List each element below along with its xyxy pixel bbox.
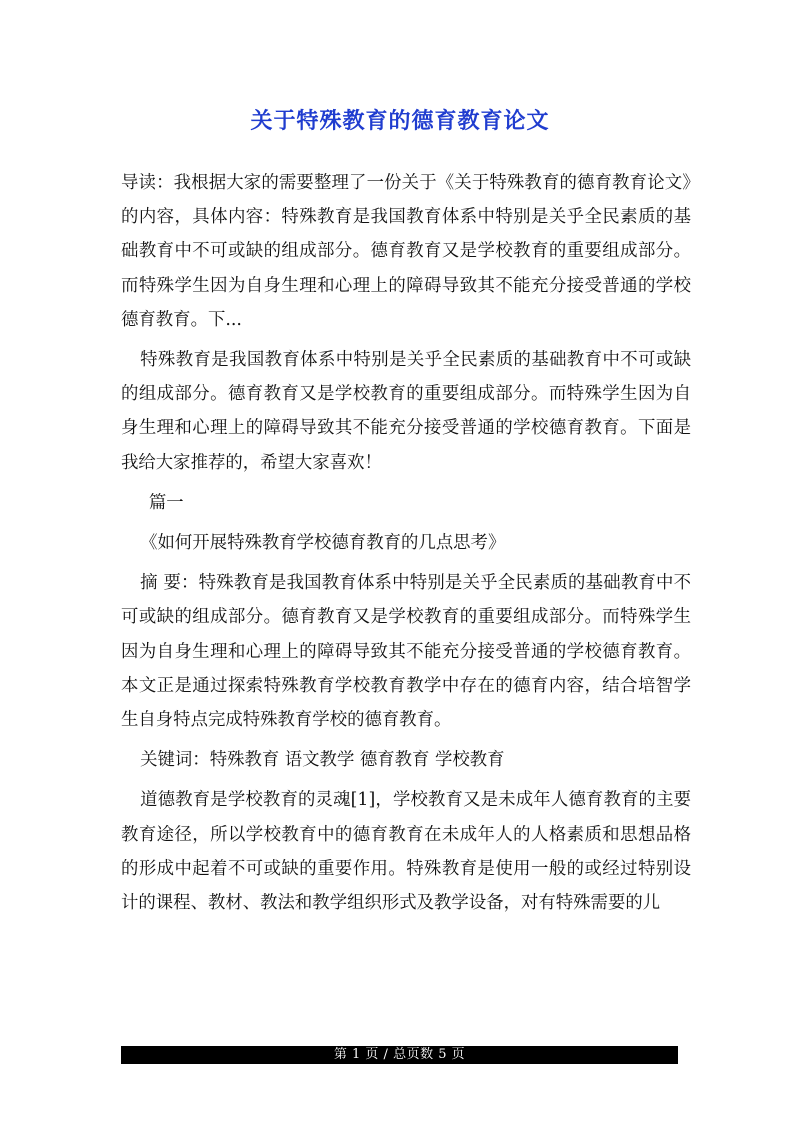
page-footer [121,1046,678,1064]
summary-paragraph: 特殊教育是我国教育体系中特别是关乎全民素质的基础教育中不可或缺的组成部分。德育教育又是学校教育的重要组成部分。而特殊学生因为自身生理和心理上的障碍导致其不能充分接受普通的学校德育教育。下面是我给大家推荐的，希望大家喜欢！ [121,350,691,473]
section-heading: 篇一 [148,492,184,513]
document-body [121,166,691,920]
abstract-paragraph: 摘 要：特殊教育是我国教育体系中特别是关乎全民素质的基础教育中不可或缺的组成部分。德育教育又是学校教育的重要组成部分。而特殊学生因为自身生理和心理上的障碍导致其不能充分接受普通的学校德育教育。本文正是通过探索特殊教育学校教育教学中存在的德育内容，结合培智学生自身特点完成特殊教育学校的德育教育。 [121,573,692,731]
page-number-label: 第 1 页 / 总页数 5 页 [333,1047,466,1062]
intro-paragraph: 导读：我根据大家的需要整理了一份关于《关于特殊教育的德育教育论文》的内容，具体内容：特殊教育是我国教育体系中特别是关乎全民素质的基础教育中不可或缺的组成部分。德育教育又是学校教育的重要组成部分。而特殊学生因为自身生理和心理上的障碍导致其不能充分接受普通的学校德育教育。下... [121,173,691,330]
body-paragraph: 道德教育是学校教育的灵魂[1]，学校教育又是未成年人德育教育的主要教育途径，所以学校教育中的德育教育在未成年人的人格素质和思想品格的形成中起着不可或缺的重要作用。特殊教育是使用一般的或经过特别设计的课程、教材、教法和教学组织形式及教学设备，对有特殊需要的儿 [121,790,691,914]
article-title: 《如何开展特殊教育学校德育教育的几点思考》 [140,533,506,554]
keywords-line: 关键词：特殊教育 语文教学 德育教育 学校教育 [140,750,505,771]
page-title: 关于特殊教育的德育教育论文 [250,109,550,134]
